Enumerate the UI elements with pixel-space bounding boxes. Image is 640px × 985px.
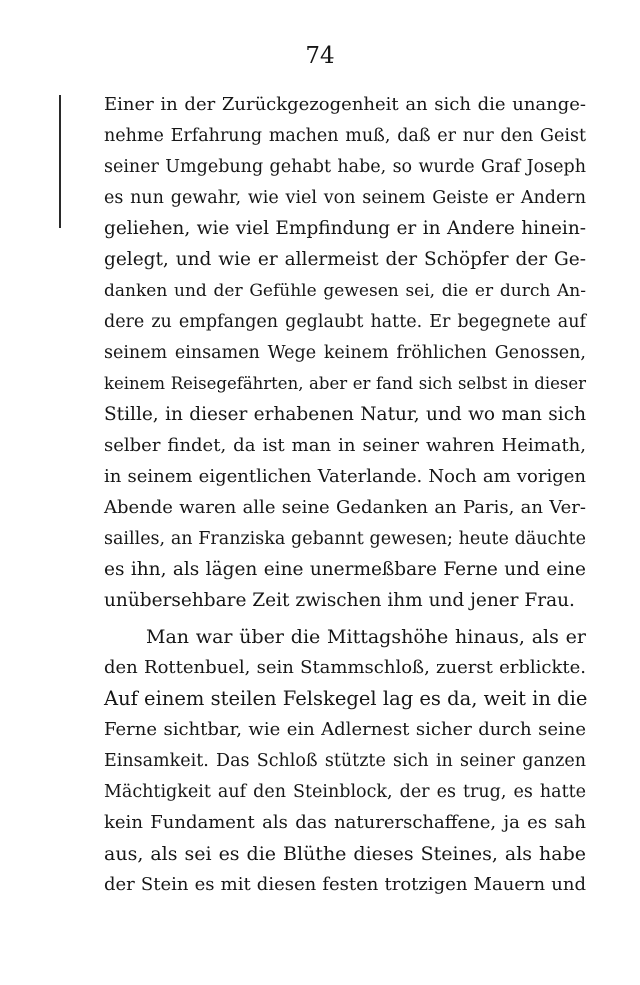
text-line: Einsamkeit. Das Schloß stützte sich in seiner ganzen [104,751,586,771]
text-line: Abende waren alle seine Gedanken an Paris, an Ver- [104,497,586,518]
text-line: danken und der Gefühle gewesen sei, die er durch An- [104,281,586,301]
text-line: es nun gewahr, wie viel von seinem Geiste er Andern [104,188,586,208]
text-line: geliehen, wie viel Empfindung er in Andere hinein- [104,218,586,239]
margin-line [59,95,61,228]
text-line: in seinem eigentlichen Vaterlande. Noch am vorigen [104,466,586,487]
text-line: seiner Umgebung gehabt habe, so wurde Graf Joseph [104,157,586,177]
text-line: Stille, in dieser erhabenen Natur, und wo man sich [104,404,586,425]
text-line: es ihn, als lägen eine unermeßbare Ferne und eine [104,559,586,580]
text-line: seinem einsamen Wege keinem fröhlichen Genossen, [104,343,586,363]
text-line: sailles, an Franziska gebannt gewesen; heute däuchte [104,529,586,549]
text-line: unübersehbare Zeit zwischen ihm und jener Frau. [104,590,575,611]
text-line: der Stein es mit diesen festen trotzigen Mauern und [104,874,586,895]
text-line: keinem Reisegefährten, aber er fand sich selbst in dieser [104,374,586,393]
text-line: nehme Erfahrung machen muß, daß er nur den Geist [104,126,586,146]
page-number: 74 [305,43,335,69]
text-line: aus, als sei es die Blüthe dieses Steines, als habe [104,843,586,865]
text-line: Ferne sichtbar, wie ein Adlernest sicher durch seine [104,719,586,740]
text-line: dere zu empfangen geglaubt hatte. Er begegnete auf [104,312,586,332]
text-line: Einer in der Zurückgezogenheit an sich die unange- [104,94,586,115]
text-line: Mächtigkeit auf den Steinblock, der es trug, es hatte [104,782,586,802]
text-line: Man war über die Mittagshöhe hinaus, als er [146,626,586,648]
text-line: kein Fundament als das naturerschaffene, ja es sah [104,812,586,833]
text-line: den Rottenbuel, sein Stammschloß, zuerst erblickte. [104,657,586,678]
text-line: gelegt, und wie er allermeist der Schöpfer der Ge- [104,249,586,270]
text-line: selber findet, da ist man in seiner wahren Heimath, [104,435,586,456]
text-line: Auf einem steilen Felskegel lag es da, weit in die [104,687,588,710]
